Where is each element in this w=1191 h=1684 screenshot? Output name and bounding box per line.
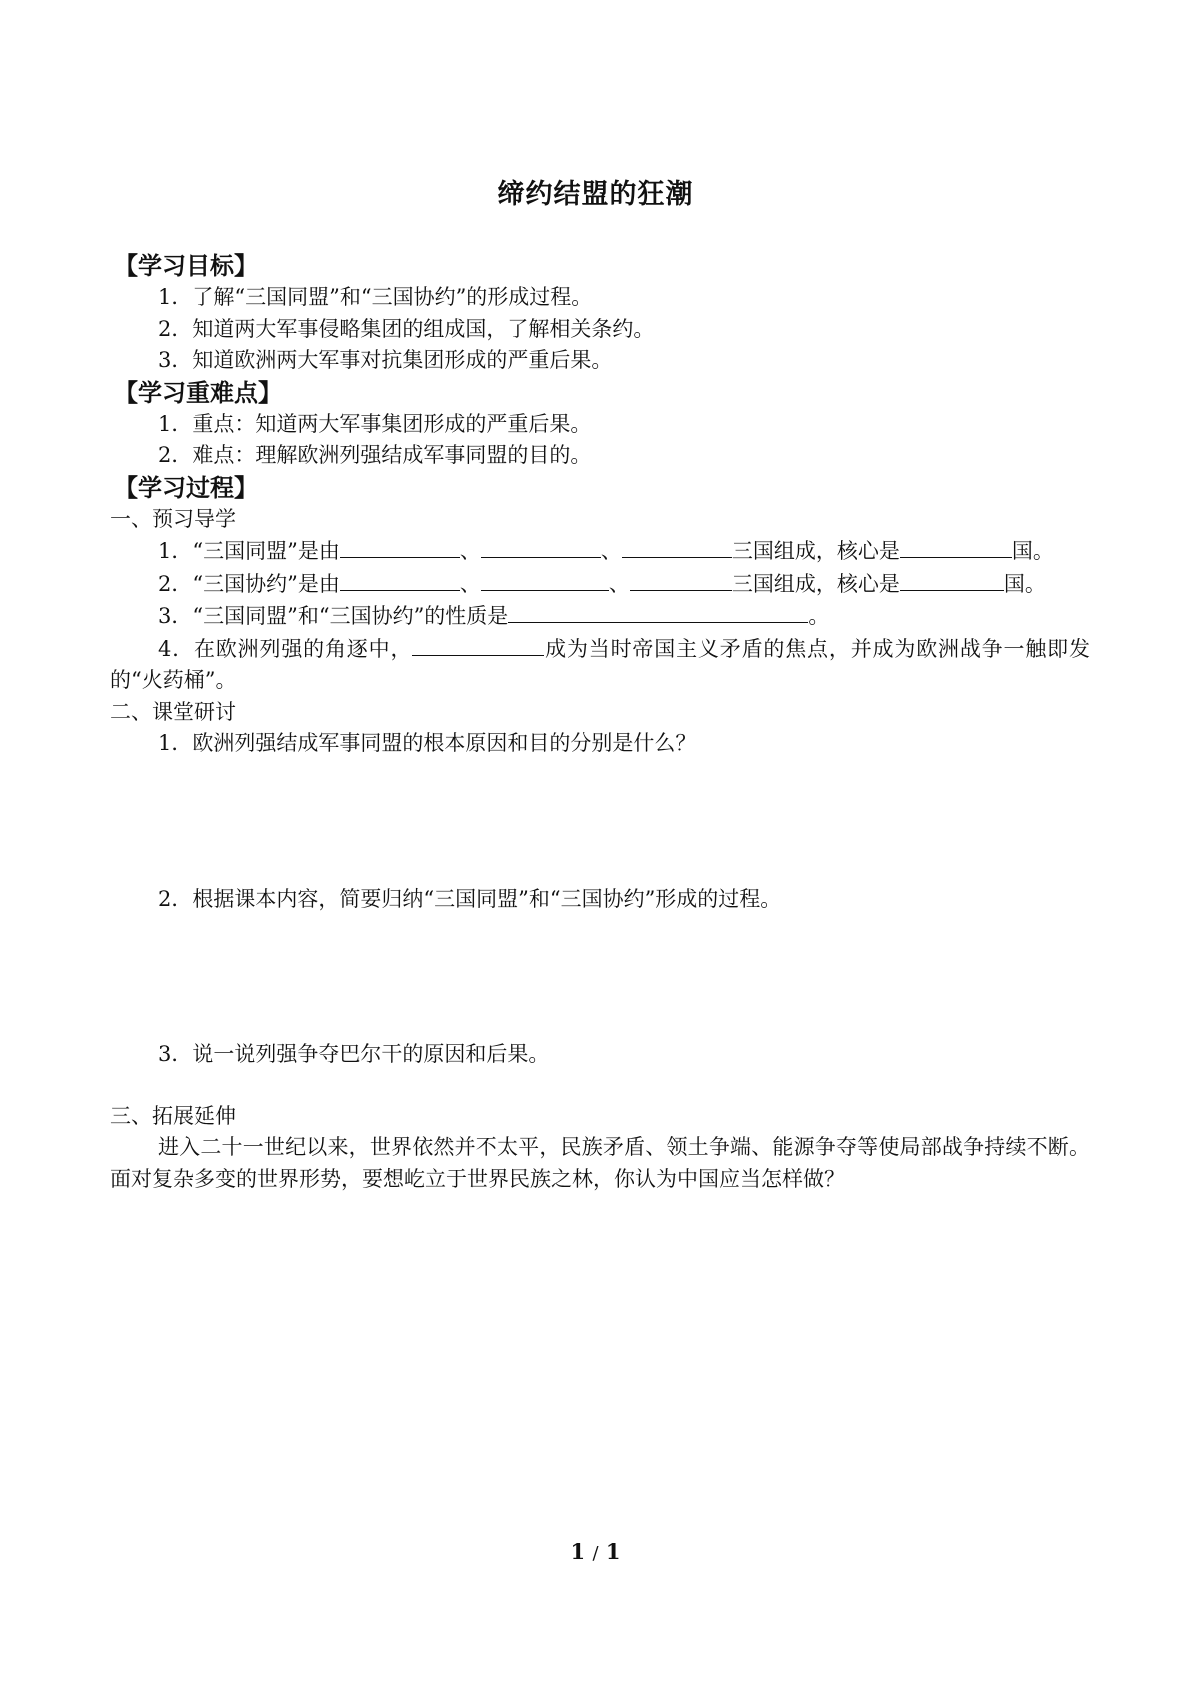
question-text: 成为当时帝国主义矛盾的焦点，并成为欧洲战争一触即发的“火药桶”。: [110, 636, 1090, 692]
discussion-question-3: 3．说一说列强争夺巴尔干的原因和后果。: [158, 1042, 550, 1066]
fill-blank[interactable]: [622, 535, 732, 558]
fill-blank[interactable]: [412, 633, 544, 656]
key-point-item: 2．难点：理解欧洲列强结成军事同盟的目的。: [158, 443, 592, 467]
question-text: 3．“三国同盟”和“三国协约”的性质是: [158, 604, 509, 628]
total-pages: 1: [605, 1539, 621, 1564]
preview-question-4: [110, 633, 1090, 697]
page-number: [0, 1539, 1191, 1564]
discussion-question-2: 2．根据课本内容，简要归纳“三国同盟”和“三国协约”形成的过程。: [158, 886, 782, 911]
document-title: 缔约结盟的狂潮: [497, 179, 694, 210]
objectives-heading: 【学习目标】: [114, 251, 258, 280]
extension-text: 进入二十一世纪以来，世界依然并不太平，民族矛盾、领土争端、能源争夺等使局部战争持续不断。面对复杂多变的世界形势，要想屹立于世界民族之林，你认为中国应当怎样做？: [110, 1135, 1090, 1191]
separator: 、: [459, 539, 481, 563]
key-points-heading: 【学习重难点】: [114, 377, 282, 407]
fill-blank[interactable]: [630, 568, 732, 591]
objective-item: 2．知道两大军事侵略集团的组成国，了解相关条约。: [158, 316, 655, 341]
question-text: 4．在欧洲列强的角逐中，: [158, 636, 413, 661]
current-page: 1: [570, 1539, 586, 1564]
preview-question-2: [110, 568, 1090, 601]
fill-blank[interactable]: [481, 568, 609, 591]
answer-space[interactable]: [110, 760, 1090, 884]
fill-blank[interactable]: [340, 535, 460, 558]
separator: 、: [600, 539, 622, 563]
question-text: 国。: [1011, 539, 1054, 563]
objective-item: 3．知道欧洲两大军事对抗集团形成的严重后果。: [158, 348, 613, 372]
fill-blank[interactable]: [508, 600, 808, 623]
question-text: 2．“三国协约”是由: [158, 571, 340, 596]
document-body: [110, 250, 1090, 1195]
question-text: 三国组成，核心是: [731, 571, 900, 596]
fill-blank[interactable]: [900, 535, 1012, 558]
process-heading: 【学习过程】: [114, 472, 258, 502]
fill-blank[interactable]: [481, 535, 601, 558]
fill-blank[interactable]: [340, 568, 460, 591]
objective-item: 1．了解“三国同盟”和“三国协约”的形成过程。: [158, 285, 593, 309]
preview-question-3: [110, 600, 1090, 633]
preview-question-1: [110, 535, 1090, 568]
separator: 、: [608, 571, 630, 596]
answer-space[interactable]: [110, 1071, 1090, 1101]
question-text: 三国组成，核心是: [731, 539, 900, 563]
question-text: 。: [808, 604, 830, 628]
answer-space[interactable]: [110, 915, 1090, 1039]
extension-section-label: 三、拓展延伸: [110, 1103, 236, 1128]
separator: 、: [459, 571, 481, 596]
question-text: 1．“三国同盟”是由: [158, 539, 340, 563]
fill-blank[interactable]: [900, 568, 1004, 591]
page-separator: /: [592, 1543, 599, 1564]
discussion-question-1: 1．欧洲列强结成军事同盟的根本原因和目的分别是什么？: [158, 731, 697, 755]
key-point-item: 1．重点：知道两大军事集团形成的严重后果。: [158, 411, 592, 436]
preview-section-label: 一、预习导学: [110, 506, 236, 531]
question-text: 国。: [1003, 571, 1046, 596]
discussion-section-label: 二、课堂研讨: [110, 699, 236, 724]
